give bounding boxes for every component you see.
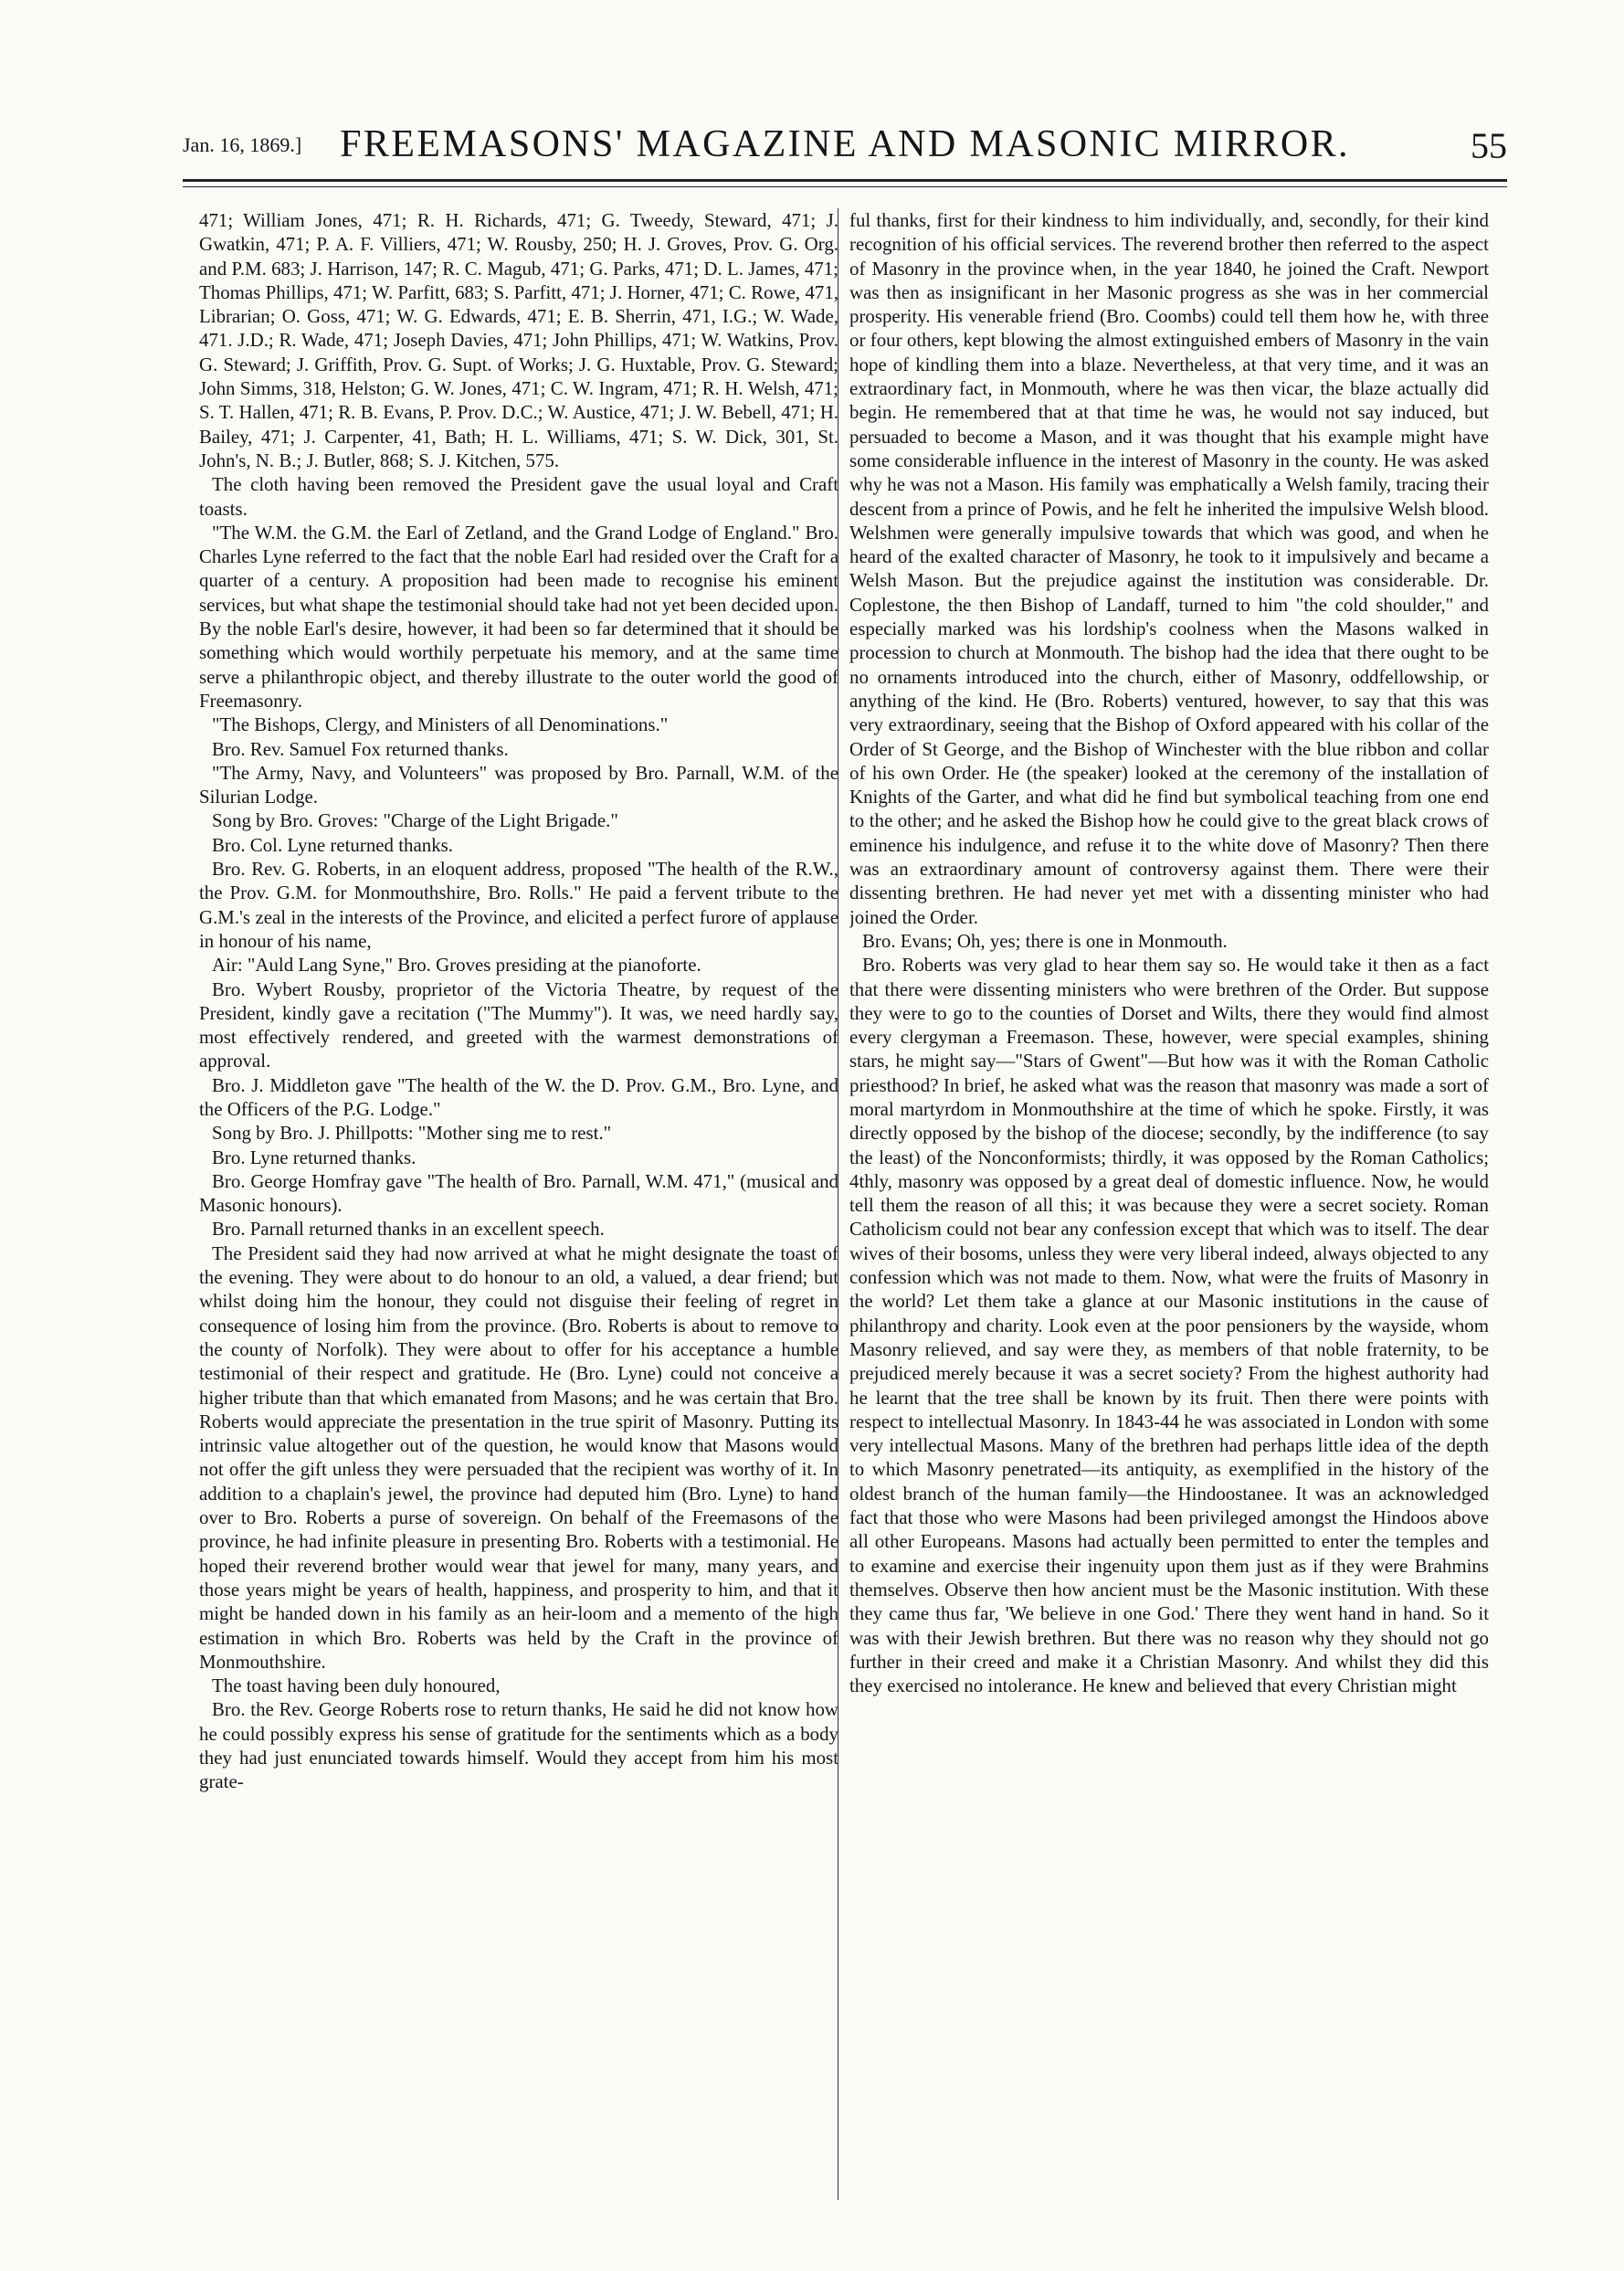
issue-date: Jan. 16, 1869.]	[183, 133, 302, 156]
paragraph: Bro. Rev. G. Roberts, in an eloquent address, proposed "The health of the R.W., the Prov. G.M. for Monmouthshire, Bro. Rolls." He paid a fervent tribute to the G.M.'s zeal in the interests of the Province, and elicited a perfect furore of applause in honour of his name,	[199, 858, 838, 952]
paragraph: "The Army, Navy, and Volunteers" was proposed by Bro. Parnall, W.M. of the Silurian Lodge.	[199, 761, 838, 808]
paragraph: 471; William Jones, 471; R. H. Richards, 471; G. Tweedy, Steward, 471; J. Gwatkin, 471; P. A. F. Villiers, 471; W. Rousby, 250; H. J. Groves, Prov. G. Org. and P.M. 683; J. Harrison, 147; R. C. Magub, 471; G. Parks, 471; D. L. James, 471; Thomas Phillips, 471; W. Parfitt, 683; S. Parfitt, 471; J. Horner, 471; C. Rowe, 471, Librarian; O. Goss, 471; W. G. Edwards, 471; E. B. Sherrin, 471, I.G.; W. Wade, 471. J.D.; R. Wade, 471; Joseph Davies, 471; John Phillips, 471; W. Watkins, Prov. G. Steward; J. Griffith, Prov. G. Supt. of Works; J. G. Huxtable, Prov. G. Steward; John Simms, 318, Helston; G. W. Jones, 471; C. W. Ingram, 471; R. H. Welsh, 471; S. T. Hallen, 471; R. B. Evans, P. Prov. D.C.; W. Austice, 471; J. W. Bebell, 471; H. Bailey, 471; J. Carpenter, 41, Bath; H. L. Williams, 471; S. W. Dick, 301, St. John's, N. B.; J. Butler, 868; S. J. Kitchen, 575.	[199, 209, 838, 471]
paragraph: The cloth having been removed the President gave the usual loyal and Craft toasts.	[199, 473, 838, 520]
header-rule-thin	[183, 186, 1507, 187]
paragraph: Song by Bro. J. Phillpotts: "Mother sing me to rest."	[212, 1122, 612, 1145]
magazine-title: FREEMASONS' MAGAZINE AND MASONIC MIRROR.	[340, 123, 1350, 165]
paragraph: Bro. Wybert Rousby, proprietor of the Victoria Theatre, by request of the President, kindly gave a recitation ("The Mummy"). It was, we need hardly say, most effectively rendered, and greeted with the warmest demonstrations of approval.	[199, 977, 838, 1072]
left-column	[199, 208, 838, 2236]
paragraph: Bro. Col. Lyne returned thanks.	[212, 833, 453, 856]
paragraph: ful thanks, first for their kindness to him individually, and, secondly, for their kind recognition of his official services. The reverend brother then referred to the aspect of Masonry in the province when, in the year 1840, he joined the Craft. Newport was then as insignificant in her Masonic progress as she was in her commercial prosperity. His venerable friend (Bro. Coombs) could tell them how he, with three or four others, kept blowing the almost extinguished embers of Masonry in the vain hope of kindling them into a blaze. Nevertheless, at that very time, and it was an extraordinary fact, in Monmouth, where he was then vicar, the blaze actually did begin. He remembered that at that time he was, he would not say induced, but persuaded to become a Mason, and it was thought that his example might have some considerable influence in the interest of Masonry in the county. He was asked why he was not a Mason. His family was emphatically a Welsh family, tracing their descent from a prince of Powis, and he felt he inherited the impulsive Welsh blood. Welshmen were generally impulsive towards that which was good, and when he heard of the exalted character of Masonry, he took to it impulsively and became a Welsh Mason. But the prejudice against the institution was considerable. Dr. Coplestone, the then Bishop of Landaff, turned to him "the cold shoulder," and especially marked was his lordship's coolness when the Masons walked in procession to church at Monmouth. The bishop had the idea that there ought to be no ornaments introduced into the church, either of Masonry, oddfellowship, or anything of the kind. He (Bro. Roberts) ventured, however, to say that this was very extraordinary, seeing that the Bishop of Oxford appeared with his collar of the Order of St George, and the Bishop of Winchester with the blue ribbon and collar of his own Order. He (the speaker) looked at the ceremony of the installation of Knights of the Garter, and what did he find but symbolical teaching from one end to the other; and he asked the Bishop how he could give to the great black crows of eminence his indulgence, and refuse it to the white dove of Masonry? Then there was an extraordinary amount of controversy against them. There were their dissenting brethren. He had never yet met with a dissenting minister who had joined the Order.	[849, 209, 1489, 928]
paragraph: Bro. Roberts was very glad to hear them say so. He would take it then as a fact that there were dissenting ministers who were brethren of the Order. But suppose they were to go to the counties of Dorset and Wilts, there they would find almost every clergyman a Freemason. These, however, were special examples, shining stars, he might say—"Stars of Gwent"—But how was it with the Roman Catholic priesthood? In brief, he asked what was the reason that masonry was made a sort of moral martyrdom in Monmouthshire at the time of which he spoke. Firstly, it was directly opposed by the bishop of the diocese; secondly, by the indifference (to say the least) of the Nonconformists; thirdly, it was opposed by the Roman Catholics; 4thly, masonry was opposed by a great deal of domestic influence. Now, he would tell them the reason of all this; it was because they were a secret society. Roman Catholicism could not bear any confession except that which was to itself. The dear wives of their bosoms, unless they were very liberal indeed, always objected to any confession which was not made to them. Now, what were the fruits of Masonry in the world? Let them take a glance at our Masonic institutions in the cause of philanthropy and charity. Look even at the poor pensioners by the wayside, whom Masonry relieved, and say were they, as members of that noble fraternity, to be prejudiced merely because it was a secret society? From the highest authority had he learnt that the tree shall be known by its fruit. Then there were points with respect to intellectual Masonry. In 1843-44 he was associated in London with some very intellectual Masons. Many of the brethren had perhaps little idea of the depth to which Masonry penetrated—its antiquity, as exemplified in the history of the oldest branch of the human family—the Hindoostanee. It was an acknowledged fact that those who were Masons had been privileged amongst the Hindoos above all other Europeans. Masons had actually been permitted to enter the temples and to examine and exercise their ingenuity upon them just as if they were Brahmins themselves. Observe then how ancient must be the Masonic institution. With these they came thus far, 'We believe in one God.' There they went hand in hand. So it was with their Jewish brethren. But there was no reason why they should not go further in their creed and make it a Christian Masonry. And whilst they did this they exercised no intolerance. He knew and believed that every Christian might	[849, 954, 1489, 1697]
paragraph: Bro. Evans; Oh, yes; there is one in Monmouth.	[862, 929, 1228, 952]
paragraph: Bro. J. Middleton gave "The health of the W. the D. Prov. G.M., Bro. Lyne, and the Officers of the P.G. Lodge."	[199, 1073, 838, 1120]
paragraph: The toast having been duly honoured,	[212, 1674, 501, 1697]
paragraph: Bro. Rev. Samuel Fox returned thanks.	[212, 737, 509, 760]
paragraph: Bro. George Homfray gave "The health of Bro. Parnall, W.M. 471," (musical and Masonic honours).	[199, 1169, 838, 1217]
paragraph: Bro. Parnall returned thanks in an excellent speech.	[212, 1218, 605, 1241]
paragraph: Song by Bro. Groves: "Charge of the Light Brigade."	[212, 809, 618, 832]
page-header	[183, 117, 1507, 172]
right-column	[849, 208, 1489, 2236]
page-number: 55	[1471, 125, 1507, 166]
paragraph: "The Bishops, Clergy, and Ministers of all Denominations."	[212, 713, 669, 736]
paragraph: Bro. Lyne returned thanks.	[212, 1146, 417, 1168]
paragraph: The President said they had now arrived at what he might designate the toast of the evening. They were about to do honour to an old, a valued, a dear friend; but whilst doing him the honour, they could not disguise their feeling of regret in consequence of losing him from the province. (Bro. Roberts is about to remove to the county of Norfolk). They were about to offer for his acceptance a humble testimonial of their respect and gratitude. He (Bro. Lyne) could not conceive a higher tribute than that which emanated from Masons; and he was certain that Bro. Roberts would appreciate the presentation in the true spirit of Masonry. Putting its intrinsic value altogether out of the question, he would know that Masons would not offer the gift unless they were persuaded that the recipient was worthy of it. In addition to a chaplain's jewel, the province had deputed him (Bro. Lyne) to hand over to Bro. Roberts a purse of sovereign. On behalf of the Freemasons of the province, he had infinite pleasure in presenting Bro. Roberts with a testimonial. He hoped their reverend brother would wear that jewel for many, many years, and those years might be years of health, happiness, and prosperity to him, and that it might be handed down in his family as an heir-loom and a memento of the high estimation in which Bro. Roberts was held by the Craft in the province of Monmouthshire.	[199, 1241, 838, 1673]
paragraph: Bro. the Rev. George Roberts rose to return thanks, He said he did not know how he could possibly express his sense of gratitude for the sentiments which as a body they had just enunciated towards himself. Would they accept from him his most grate-	[199, 1698, 838, 1793]
header-rule-thick	[183, 179, 1507, 182]
paragraph: Air: "Auld Lang Syne," Bro. Groves presiding at the pianoforte.	[212, 954, 701, 977]
paragraph: "The W.M. the G.M. the Earl of Zetland, and the Grand Lodge of England." Bro. Charles Lyne referred to the fact that the noble Earl had resided over the Craft for a quarter of a century. A proposition had been made to recognise his eminent services, but what shape the testimonial should take had not yet been decided upon. By the noble Earl's desire, however, it had been so far determined that it should be something which would worthily perpetuate his memory, and at the same time serve a philanthropic object, and thereby illustrate to the outer world the good of Freemasonry.	[199, 521, 838, 712]
